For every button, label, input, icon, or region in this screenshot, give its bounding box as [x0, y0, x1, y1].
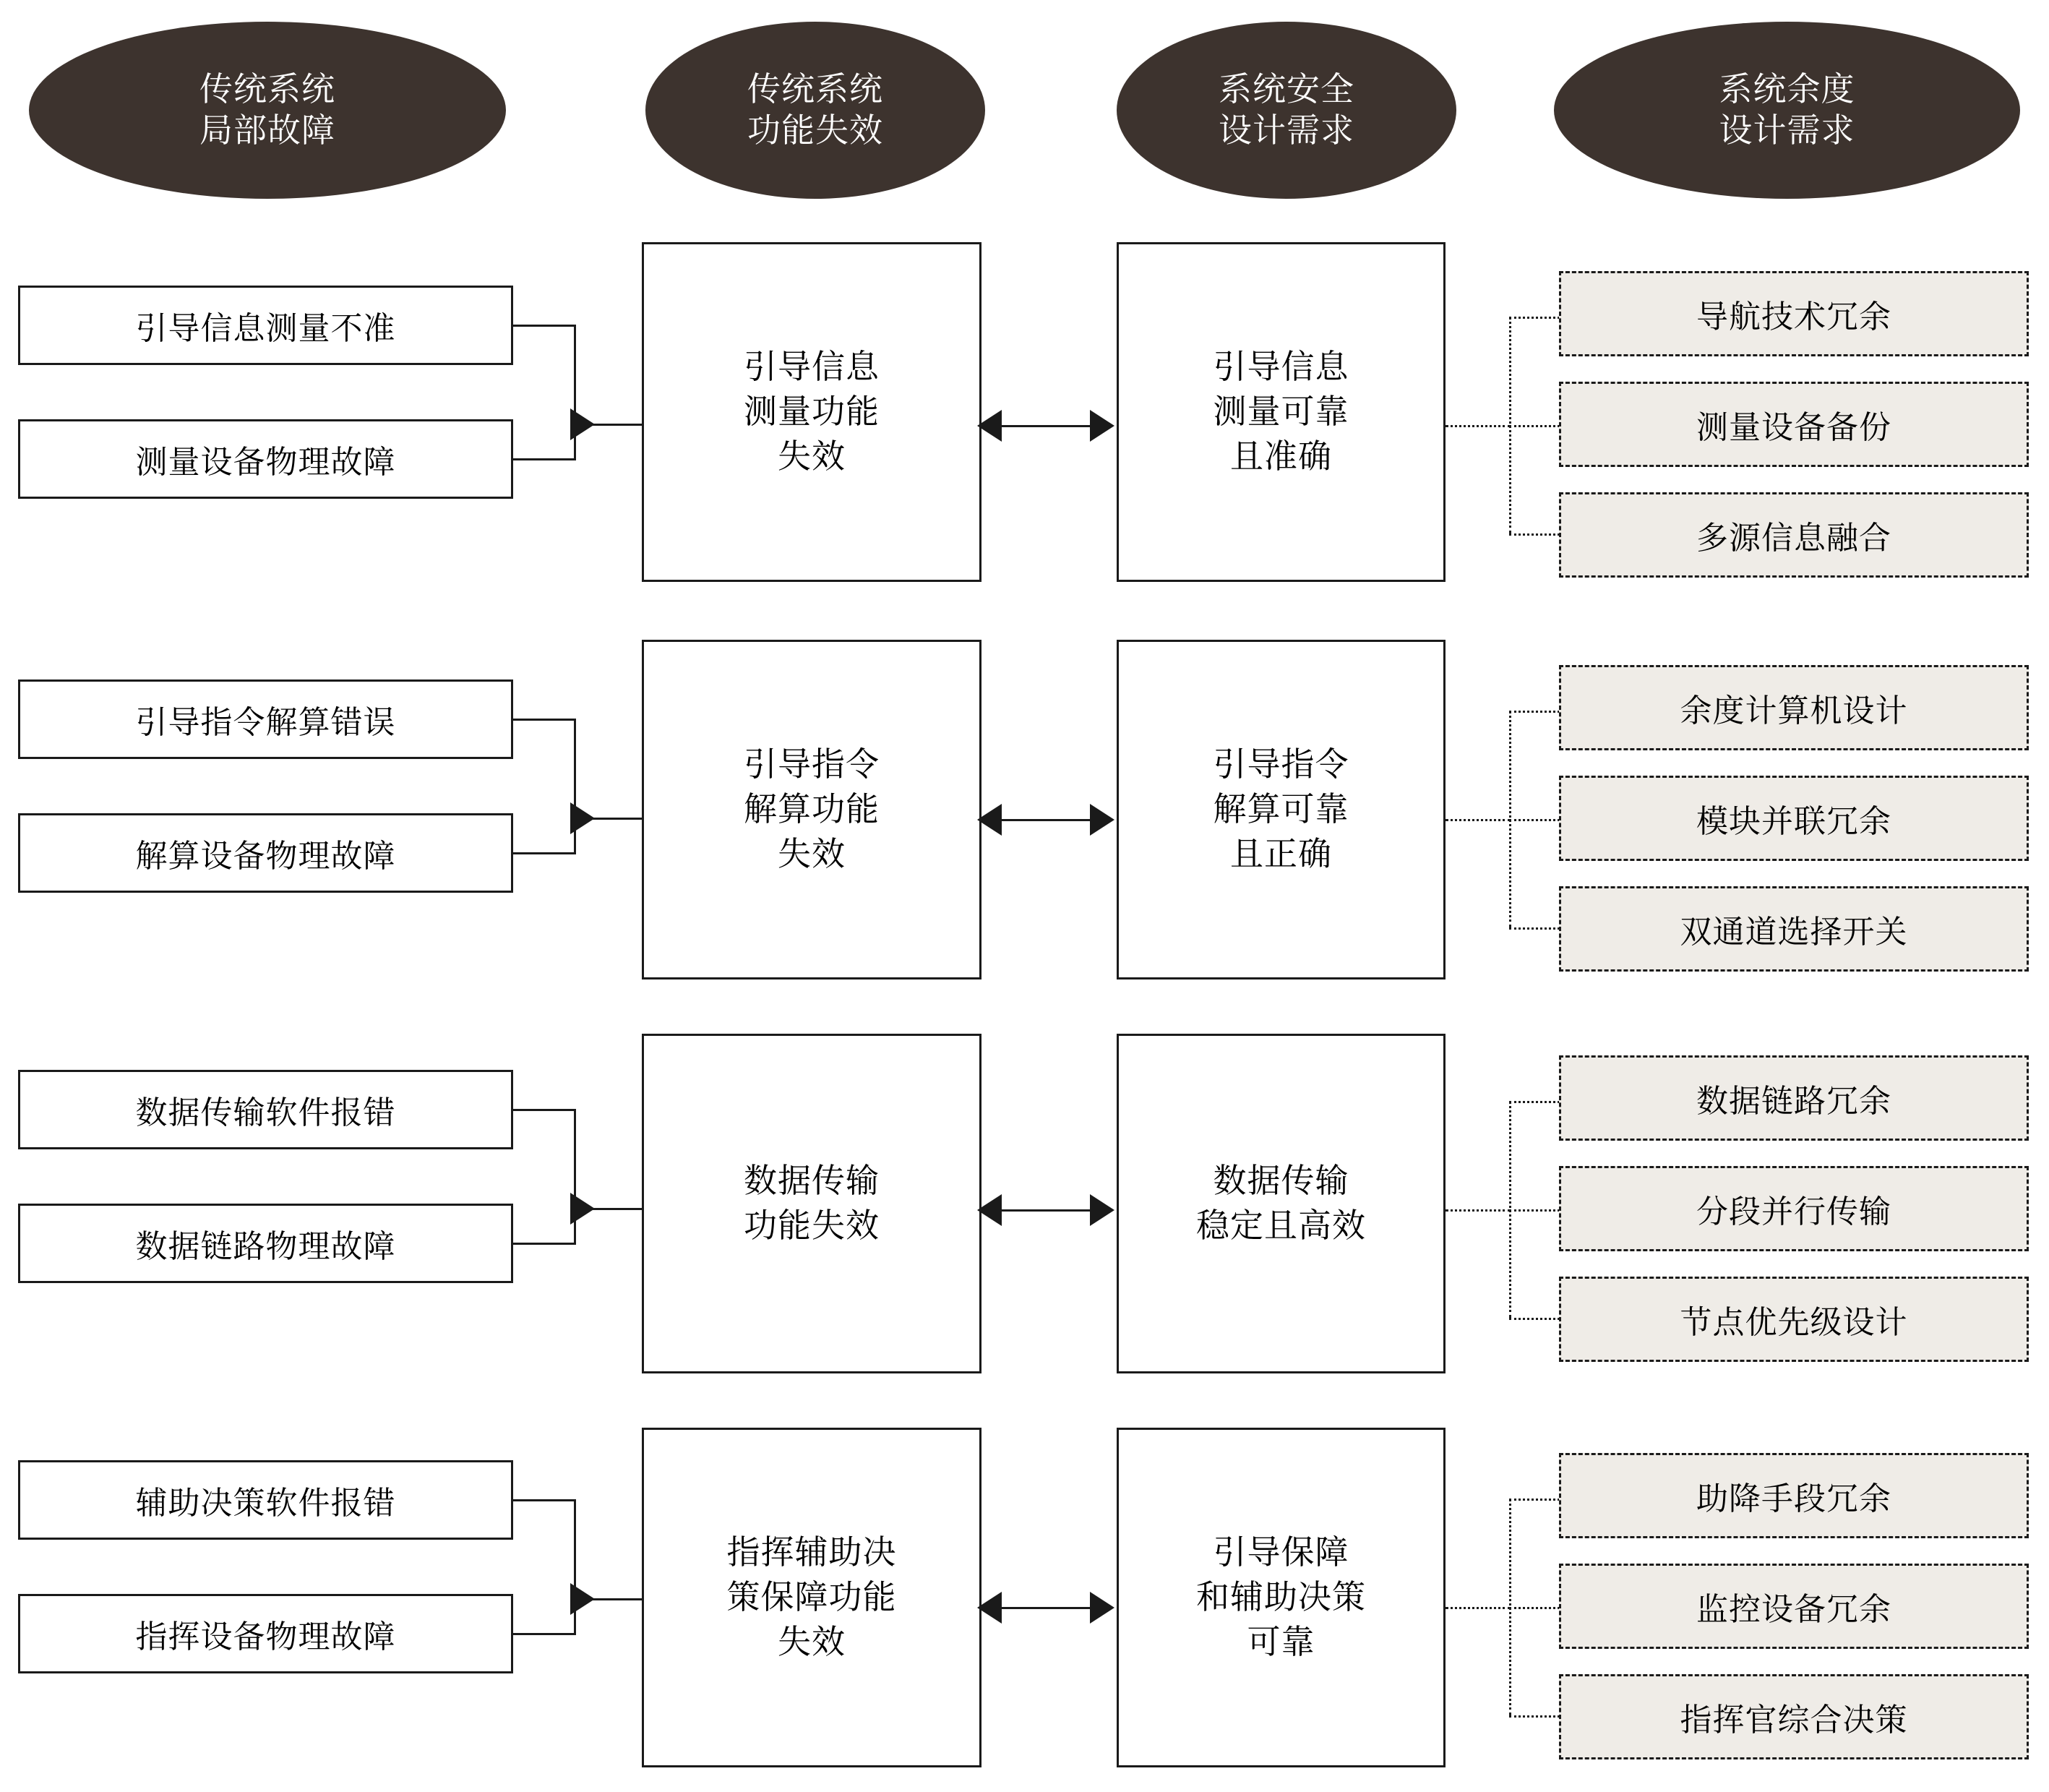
safety-box-r4 — [1117, 1428, 1446, 1767]
dotted-r4-b2 — [1509, 1607, 1560, 1609]
connector-r1-f1 — [512, 325, 575, 327]
connector-r4-f2 — [512, 1633, 575, 1635]
connector-r3-f2 — [512, 1243, 575, 1245]
redundancy-box-r2-1 — [1559, 665, 2029, 750]
dotted-r4-b1 — [1509, 1499, 1560, 1501]
dotted-r1-b3 — [1509, 533, 1560, 536]
arrow-r1-fault-to-failure — [570, 408, 595, 440]
redundancy-box-r3-1 — [1559, 1055, 2029, 1141]
arrow-r4-left — [977, 1592, 1002, 1624]
failure-line: 指挥辅助决 — [726, 1533, 897, 1571]
dotted-r1-trunk — [1446, 425, 1511, 427]
fault-label: 数据链路物理故障 — [135, 1229, 396, 1264]
column-header-system-redundancy-requirement — [1554, 22, 2020, 199]
connector-r2-f2 — [512, 852, 575, 854]
connector-r4-f1 — [512, 1499, 575, 1501]
dotted-r2-b2 — [1509, 819, 1560, 821]
fault-label: 解算设备物理故障 — [135, 839, 396, 874]
redundancy-label: 双通道选择开关 — [1680, 914, 1908, 950]
connector-r2-bidir — [1000, 819, 1094, 821]
redundancy-box-r2-3 — [1559, 886, 2029, 972]
redundancy-label: 数据链路冗余 — [1696, 1084, 1891, 1119]
arrow-r1-right — [1090, 410, 1114, 442]
redundancy-label: 助降手段冗余 — [1696, 1481, 1891, 1517]
redundancy-box-r3-3 — [1559, 1277, 2029, 1362]
redundancy-box-r4-1 — [1559, 1453, 2029, 1538]
failure-line: 测量功能 — [744, 393, 880, 430]
failure-line: 数据传输 — [744, 1162, 880, 1199]
failure-line: 引导信息 — [744, 348, 880, 385]
redundancy-label: 余度计算机设计 — [1680, 693, 1908, 729]
fault-label: 引导指令解算错误 — [135, 705, 396, 740]
fault-box-r3-2 — [18, 1204, 513, 1283]
safety-box-r3 — [1117, 1034, 1446, 1373]
arrow-r3-fault-to-failure — [570, 1193, 595, 1225]
redundancy-label: 多源信息融合 — [1696, 520, 1891, 556]
failure-box-r2 — [642, 640, 981, 979]
fault-box-r4-2 — [18, 1594, 513, 1673]
redundancy-label: 节点优先级设计 — [1680, 1305, 1908, 1340]
fault-label: 测量设备物理故障 — [135, 445, 396, 480]
header-line-1: 系统安全 — [1219, 71, 1354, 108]
safety-line: 引导保障 — [1213, 1533, 1349, 1571]
header-line-2: 设计需求 — [1719, 111, 1855, 149]
failure-box-r4 — [642, 1428, 981, 1767]
header-line-2: 设计需求 — [1219, 111, 1354, 149]
connector-r2-f1 — [512, 719, 575, 721]
column-header-traditional-local-fault — [29, 22, 506, 199]
failure-line: 策保障功能 — [726, 1578, 897, 1616]
arrow-r1-left — [977, 410, 1002, 442]
arrow-r2-left — [977, 804, 1002, 836]
safety-line: 测量可靠 — [1213, 393, 1349, 430]
arrow-r2-fault-to-failure — [570, 802, 595, 834]
dotted-r4-b3 — [1509, 1715, 1560, 1718]
arrow-r4-fault-to-failure — [570, 1583, 595, 1615]
fault-box-r3-1 — [18, 1070, 513, 1149]
redundancy-box-r1-2 — [1559, 382, 2029, 467]
dotted-r3-b2 — [1509, 1209, 1560, 1212]
dotted-r4-trunk — [1446, 1607, 1511, 1609]
safety-line: 且正确 — [1230, 836, 1332, 873]
fault-label: 数据传输软件报错 — [135, 1095, 396, 1131]
redundancy-label: 分段并行传输 — [1696, 1194, 1891, 1230]
arrow-r3-left — [977, 1194, 1002, 1226]
fault-box-r2-1 — [18, 679, 513, 759]
safety-line: 解算可靠 — [1213, 790, 1349, 828]
fault-box-r1-2 — [18, 419, 513, 499]
header-line-1: 传统系统 — [747, 71, 883, 108]
header-line-2: 局部故障 — [199, 111, 335, 149]
safety-line: 引导指令 — [1213, 745, 1349, 783]
redundancy-label: 指挥官综合决策 — [1680, 1702, 1908, 1738]
fault-label: 引导信息测量不准 — [135, 311, 396, 346]
connector-r3-f1 — [512, 1109, 575, 1111]
header-line-1: 传统系统 — [199, 71, 335, 108]
dotted-r1-b1 — [1509, 317, 1560, 319]
safety-box-r1 — [1117, 242, 1446, 582]
redundancy-box-r1-3 — [1559, 492, 2029, 578]
redundancy-label: 测量设备备份 — [1696, 410, 1891, 445]
column-header-system-safety-requirement — [1117, 22, 1456, 199]
failure-line: 功能失效 — [744, 1207, 880, 1244]
safety-line: 稳定且高效 — [1196, 1207, 1366, 1244]
fault-box-r4-1 — [18, 1460, 513, 1540]
fault-box-r1-1 — [18, 286, 513, 365]
redundancy-box-r4-3 — [1559, 1674, 2029, 1759]
dotted-r2-b1 — [1509, 711, 1560, 713]
column-header-traditional-function-failure — [645, 22, 985, 199]
failure-line: 失效 — [778, 836, 846, 873]
connector-r4-bidir — [1000, 1607, 1094, 1609]
dotted-r3-b1 — [1509, 1101, 1560, 1103]
dotted-r1-b2 — [1509, 425, 1560, 427]
failure-line: 失效 — [778, 438, 846, 476]
redundancy-label: 导航技术冗余 — [1696, 299, 1891, 335]
fault-label: 指挥设备物理故障 — [135, 1619, 396, 1655]
failure-line: 引导指令 — [744, 745, 880, 783]
connector-r1-bidir — [1000, 425, 1094, 427]
failure-box-r1 — [642, 242, 981, 582]
failure-box-r3 — [642, 1034, 981, 1373]
fault-label: 辅助决策软件报错 — [135, 1486, 396, 1521]
arrow-r4-right — [1090, 1592, 1114, 1624]
redundancy-box-r2-2 — [1559, 776, 2029, 861]
dotted-r2-b3 — [1509, 927, 1560, 930]
connector-r1-f2 — [512, 458, 575, 460]
dotted-r2-trunk — [1446, 819, 1511, 821]
connector-r3-bidir — [1000, 1209, 1094, 1212]
safety-line: 引导信息 — [1213, 348, 1349, 385]
redundancy-box-r3-2 — [1559, 1166, 2029, 1251]
arrow-r2-right — [1090, 804, 1114, 836]
safety-line: 且准确 — [1230, 438, 1332, 476]
header-line-1: 系统余度 — [1719, 71, 1855, 108]
arrow-r3-right — [1090, 1194, 1114, 1226]
failure-line: 失效 — [778, 1624, 846, 1661]
fault-box-r2-2 — [18, 813, 513, 893]
safety-line: 和辅助决策 — [1196, 1578, 1366, 1616]
safety-line: 数据传输 — [1213, 1162, 1349, 1199]
failure-line: 解算功能 — [744, 790, 880, 828]
redundancy-box-r4-2 — [1559, 1564, 2029, 1649]
dotted-r3-trunk — [1446, 1209, 1511, 1212]
redundancy-label: 监控设备冗余 — [1696, 1592, 1891, 1627]
dotted-r3-b3 — [1509, 1318, 1560, 1320]
redundancy-label: 模块并联冗余 — [1696, 804, 1891, 839]
header-line-2: 功能失效 — [747, 111, 883, 149]
safety-line: 可靠 — [1247, 1624, 1315, 1661]
redundancy-box-r1-1 — [1559, 271, 2029, 356]
safety-box-r2 — [1117, 640, 1446, 979]
